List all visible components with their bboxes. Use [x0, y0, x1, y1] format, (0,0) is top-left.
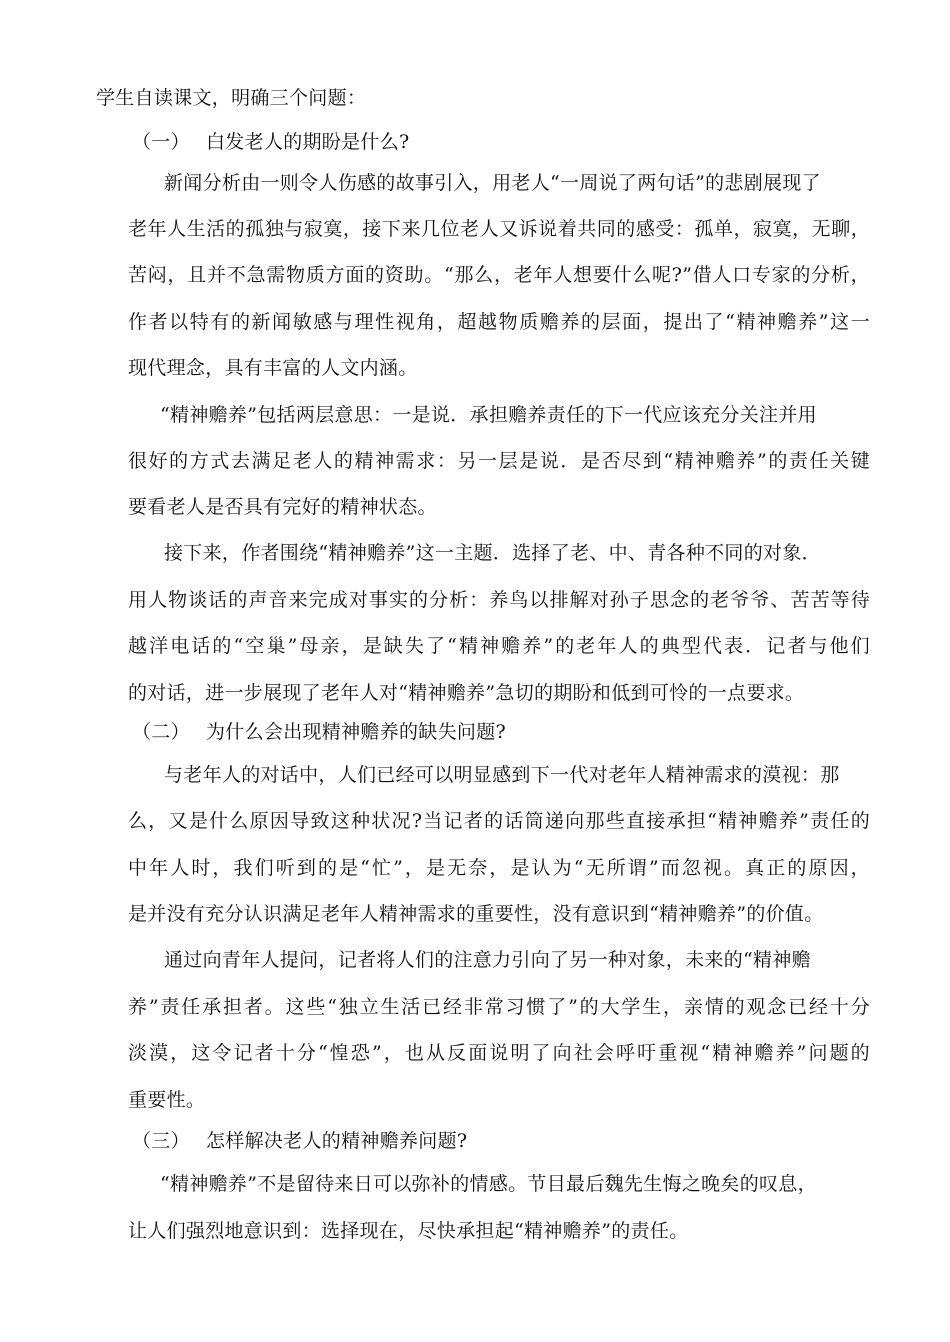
section-title: 为什么会出现精神赡养的缺失问题? — [206, 721, 506, 743]
paragraph-line: 接下来，作者围绕“精神赡养”这一主题．选择了老、中、青各种不同的对象． — [164, 542, 821, 564]
paragraph-line: 很好的方式去满足老人的精神需求：另一层是说．是否尽到“精神赡养”的责任关键 — [128, 450, 870, 472]
paragraph-line: 作者以特有的新闻敏感与理性视角，超越物质赡养的层面，提出了“精神赡养”这一 — [128, 311, 870, 333]
intro-line: 学生自读课文，明确三个问题： — [96, 87, 367, 109]
section-number: （三） — [132, 1130, 190, 1152]
paragraph-line: “精神赡养”包括两层意思：一是说．承担赡养责任的下一代应该充分关注并用 — [160, 404, 817, 426]
paragraph-line: 现代理念，具有丰富的人文内涵。 — [128, 357, 418, 379]
paragraph-line: 越洋电话的“空巢”母亲，是缺失了“精神赡养”的老年人的典型代表．记者与他们 — [128, 635, 870, 657]
paragraph-line: 是并没有充分认识满足老年人精神需求的重要性，没有意识到“精神赡养”的价值。 — [128, 903, 824, 925]
section-heading-3 — [132, 1129, 467, 1153]
section-number: （一） — [132, 131, 190, 153]
section-heading-2 — [132, 720, 506, 744]
paragraph-line: 么，又是什么原因导致这种状况?当记者的话筒递向那些直接承担“精神赡养”责任的 — [128, 810, 870, 832]
paragraph-line: 中年人时，我们听到的是“忙”，是无奈，是认为“无所谓”而忽视。真正的原因， — [128, 857, 870, 879]
paragraph-line: 通过向青年人提问，记者将人们的注意力引向了另一种对象，未来的“精神赡 — [164, 949, 811, 971]
paragraph-line: 让人们强烈地意识到：选择现在，尽快承担起“精神赡养”的责任。 — [128, 1220, 689, 1242]
section-title: 白发老人的期盼是什么? — [206, 131, 410, 153]
paragraph-line: “精神赡养”不是留待来日可以弥补的情感。节目最后魏先生悔之晚矣的叹息， — [160, 1173, 817, 1195]
paragraph-line: 新闻分析由一则令人伤感的故事引入，用老人“一周说了两句话”的悲剧展现了 — [164, 172, 821, 194]
paragraph-line: 老年人生活的孤独与寂寞，接下来几位老人又诉说着共同的感受：孤单，寂寞，无聊， — [128, 218, 870, 240]
paragraph-line: 淡漠，这令记者十分“惶恐”，也从反面说明了向社会呼吁重视“精神赡养”问题的 — [128, 1042, 870, 1064]
paragraph-line: 用人物谈话的声音来完成对事实的分析：养鸟以排解对孙子思念的老爷爷、苦苦等待 — [128, 589, 870, 611]
section-title: 怎样解决老人的精神赡养问题? — [206, 1130, 468, 1152]
paragraph-line: 苦闷，且并不急需物质方面的资助。“那么，老年人想要什么呢?”借人口专家的分析， — [128, 264, 870, 286]
paragraph-line: 重要性。 — [128, 1089, 206, 1111]
section-heading-1 — [132, 130, 410, 154]
paragraph-line: 与老年人的对话中，人们已经可以明显感到下一代对老年人精神需求的漠视：那 — [164, 764, 840, 786]
paragraph-line: 养”责任承担者。这些“独立生活已经非常习惯了”的大学生，亲情的观念已经十分 — [128, 996, 870, 1018]
section-number: （二） — [132, 721, 190, 743]
paragraph-line: 要看老人是否具有完好的精神状态。 — [128, 496, 437, 518]
paragraph-line: 的对话，进一步展现了老年人对“精神赡养”急切的期盼和低到可怜的一点要求。 — [128, 682, 805, 704]
